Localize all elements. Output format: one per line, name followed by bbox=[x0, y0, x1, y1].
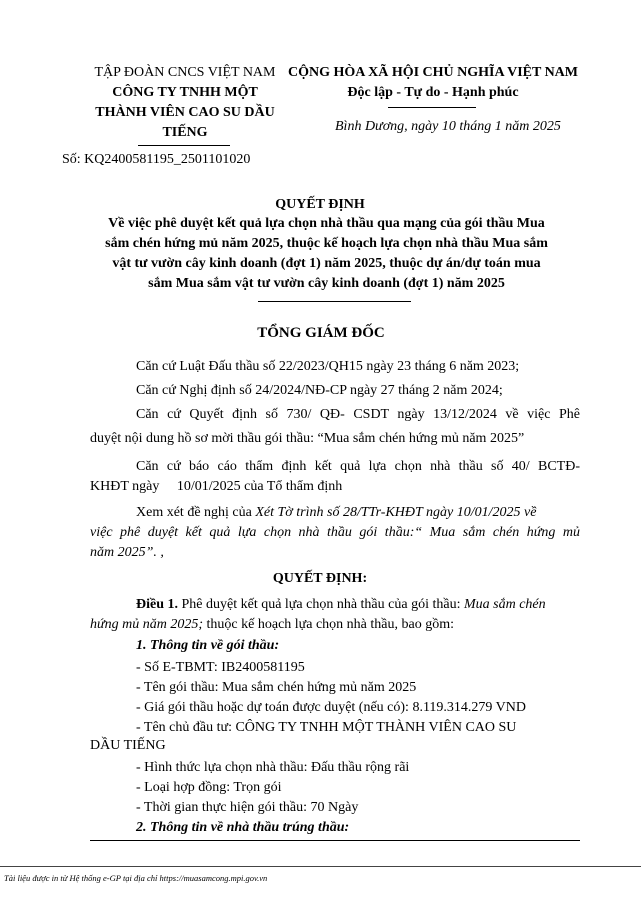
package-info-list-2 bbox=[136, 758, 409, 818]
company-name-line1: CÔNG TY TNHH MỘT bbox=[112, 85, 258, 100]
consideration-line3: năm 2025”. , bbox=[90, 545, 164, 560]
place-date: Bình Dương, ngày 10 tháng 1 năm 2025 bbox=[335, 119, 561, 134]
list-item: - Số E-TBMT: IB2400581195 bbox=[136, 660, 305, 675]
article-1-package-cont: hứng mủ năm 2025; bbox=[90, 617, 204, 632]
list-item: - Tên gói thầu: Mua sắm chén hứng mủ năm 2025 bbox=[136, 680, 417, 695]
list-item: - Loại hợp đồng: Trọn gói bbox=[136, 780, 282, 795]
country-name: CỘNG HÒA XÃ HỘI CHỦ NGHĨA VIỆT NAM bbox=[287, 65, 578, 80]
national-motto: Độc lập - Tự do - Hạnh phúc bbox=[347, 85, 519, 100]
article-1-text-cont: thuộc kế hoạch lựa chọn nhà thầu, bao gồm: bbox=[203, 617, 454, 632]
subject-line-4: sắm Mua sắm vật tư vườn cây kinh doanh (đợt 1) năm 2025 bbox=[148, 276, 505, 291]
issuer-block bbox=[80, 63, 290, 143]
subject-line-3: vật tư vườn cây kinh doanh (đợt 1) năm 2025, thuộc dự án/dự toán mua bbox=[112, 256, 541, 271]
basis-decision-line1: Căn cứ Quyết định số 730/ QĐ- CSDT ngày 13/12/2024 về việc Phê bbox=[136, 407, 580, 422]
consideration-line1 bbox=[136, 505, 536, 521]
subject-line-1: Về việc phê duyệt kết quả lựa chọn nhà thầu qua mạng của gói thầu Mua bbox=[108, 216, 545, 231]
list-item-continuation: DẦU TIẾNG bbox=[90, 738, 166, 753]
basis-decision-line2: duyệt nội dung hồ sơ mời thầu gói thầu: “Mua sắm chén hứng mủ năm 2025” bbox=[90, 431, 525, 446]
section-2-title: 2. Thông tin về nhà thầu trúng thầu: bbox=[136, 820, 350, 835]
article-1-label: Điều 1. bbox=[136, 597, 178, 612]
document-number: Số: KQ2400581195_2501101020 bbox=[62, 152, 251, 167]
group-name: TẬP ĐOÀN CNCS VIỆT NAM bbox=[94, 65, 276, 80]
subject-underline bbox=[258, 301, 411, 302]
company-name-line2: THÀNH VIÊN CAO SU DẦU bbox=[95, 105, 275, 120]
consideration-submission: Xét Tờ trình số 28/TTr-KHĐT ngày 10/01/2025 về bbox=[255, 505, 537, 520]
section-1-title: 1. Thông tin về gói thầu: bbox=[136, 638, 280, 653]
list-item: - Tên chủ đầu tư: CÔNG TY TNHH MỘT THÀNH VIÊN CAO SU bbox=[136, 720, 517, 735]
authority-title: TỔNG GIÁM ĐỐC bbox=[257, 325, 385, 341]
list-item: - Hình thức lựa chọn nhà thầu: Đấu thầu rộng rãi bbox=[136, 760, 410, 775]
issuer-underline bbox=[138, 145, 230, 146]
article-1-line1 bbox=[136, 597, 546, 613]
basis-report-line2: KHĐT ngày 10/01/2025 của Tổ thẩm định bbox=[90, 479, 343, 494]
subject-line-2: sắm chén hứng mủ năm 2025, thuộc kế hoạch lựa chọn nhà thầu Mua sắm bbox=[105, 236, 548, 251]
decision-subject bbox=[88, 214, 565, 294]
list-item: - Giá gói thầu hoặc dự toán được duyệt (nếu có): 8.119.314.279 VND bbox=[136, 700, 526, 715]
article-1-text: Phê duyệt kết quả lựa chọn nhà thầu của gói thầu: bbox=[178, 597, 464, 612]
article-1-line2 bbox=[90, 617, 454, 633]
basis-law: Căn cứ Luật Đấu thầu số 22/2023/QH15 ngày 23 tháng 6 năm 2023; bbox=[136, 359, 520, 374]
basis-report-line1: Căn cứ báo cáo thẩm định kết quả lựa chọn nhà thầu số 40/ BCTĐ- bbox=[136, 459, 580, 474]
consideration-line2: việc phê duyệt kết quả lựa chọn nhà thầu gói thầu:“ Mua sắm chén hứng mủ bbox=[90, 525, 580, 540]
list-item: - Thời gian thực hiện gói thầu: 70 Ngày bbox=[136, 800, 359, 815]
article-1-package: Mua sắm chén bbox=[463, 597, 546, 612]
section-divider bbox=[90, 840, 580, 841]
company-name-line3: TIẾNG bbox=[162, 125, 208, 140]
motto-underline bbox=[388, 107, 476, 108]
package-info-list bbox=[136, 658, 526, 738]
basis-decree: Căn cứ Nghị định số 24/2024/NĐ-CP ngày 27 tháng 2 năm 2024; bbox=[136, 383, 503, 398]
decision-heading: QUYẾT ĐỊNH: bbox=[272, 571, 368, 586]
footer-rule bbox=[0, 866, 641, 867]
footer-note: Tài liệu được in từ Hệ thống e-GP tại địa chỉ https://muasamcong.mpi.gov.vn bbox=[4, 873, 268, 883]
decision-title: QUYẾT ĐỊNH bbox=[275, 197, 365, 212]
consideration-prefix: Xem xét đề nghị của bbox=[136, 505, 256, 520]
